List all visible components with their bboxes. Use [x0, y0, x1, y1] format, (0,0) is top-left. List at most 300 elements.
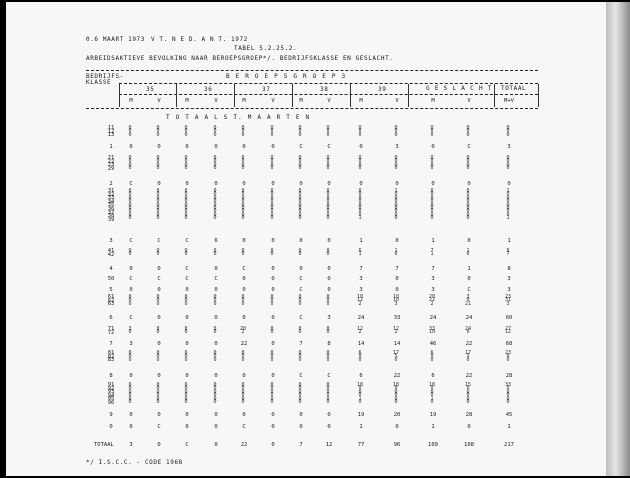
- table-cell: 96: [393, 442, 401, 448]
- table-cell: 3: [129, 442, 133, 448]
- table-cell: 0: [157, 442, 161, 448]
- table-cell: 0 0: [184, 248, 188, 258]
- table-cell: 0 0 0 0: [241, 155, 245, 172]
- book-spine: [606, 2, 630, 476]
- table-cell: 0: [242, 181, 246, 187]
- header-divider: [350, 84, 351, 107]
- table-cell: 3: [431, 276, 435, 282]
- table-cell: 0 0: [326, 248, 330, 258]
- table-cell: 33 10: [428, 326, 436, 336]
- table-cell: 12 2: [392, 326, 400, 336]
- table-cell: C: [242, 266, 246, 272]
- table-cell: 0 0: [128, 248, 132, 258]
- table-cell: 19: [357, 412, 365, 418]
- table-cell: 0: [467, 424, 471, 430]
- table-cell: 0: [242, 287, 246, 293]
- table-cell: 33: [393, 315, 401, 321]
- table-cell: 3 0 21: [464, 294, 472, 307]
- table-cell: 14: [357, 341, 365, 347]
- table-cell: C: [129, 238, 133, 244]
- table-cell: 0 0 0: [128, 350, 132, 363]
- table-cell: 0: [271, 315, 275, 321]
- table-cell: 0: [214, 144, 218, 150]
- table-cell: 0 0 0: [298, 294, 302, 307]
- table-cell: 0: [271, 266, 275, 272]
- table-cell: 0 0 0 0: [298, 155, 302, 172]
- table-cell: 0 0 0 0 0 0 0 0 0: [466, 188, 470, 222]
- table-cell: 0 0 0 0: [156, 155, 160, 172]
- table-cell: 0: [299, 238, 303, 244]
- table-cell: 68: [505, 341, 513, 347]
- table-id: TABEL 5.2.25.2.: [234, 45, 298, 52]
- header-divider: [408, 84, 409, 107]
- table-cell: 3: [359, 276, 363, 282]
- table-cell: 0: [242, 144, 246, 150]
- table-cell: 0 0 0 0 0 0: [326, 382, 330, 406]
- table-cell: 3 0: [128, 326, 132, 336]
- table-cell: 0: [271, 238, 275, 244]
- row-label: 11 12 13: [107, 125, 115, 139]
- table-cell: C: [327, 144, 331, 150]
- table-cell: 0 0 0: [270, 350, 274, 363]
- table-cell: 0: [271, 341, 275, 347]
- table-cell: 0: [327, 181, 331, 187]
- table-cell: 1 0 0 0 0 0 0 0 0: [394, 188, 398, 222]
- table-cell: 0: [129, 287, 133, 293]
- table-cell: 0 0: [326, 326, 330, 336]
- table-cell: 1: [507, 238, 511, 244]
- table-cell: 24: [465, 315, 473, 321]
- sex-header: M: [431, 98, 435, 104]
- table-cell: 0 0 0: [326, 294, 330, 307]
- table-cell: 27 12: [504, 326, 512, 336]
- table-cell: 0 0 0: [298, 350, 302, 363]
- table-cell: C: [185, 276, 189, 282]
- table-cell: 15 0 0 0 0 0: [464, 382, 472, 406]
- table-cell: 0 0 0 0 0 0 0 0 0: [213, 188, 217, 222]
- table-cell: 0: [157, 341, 161, 347]
- group-code: 39: [378, 86, 387, 93]
- table-cell: 0: [395, 276, 399, 282]
- table-cell: 0: [157, 412, 161, 418]
- table-cell: 0: [129, 373, 133, 379]
- table-cell: 0: [129, 412, 133, 418]
- table-cell: 0 0: [270, 326, 274, 336]
- table-cell: 0 0 0 0 0 0 0 0 0: [270, 188, 274, 222]
- table-cell: 7: [299, 341, 303, 347]
- table-cell: 10 10 3: [392, 294, 400, 307]
- table-cell: 0 0 0 0: [358, 155, 362, 172]
- table-cell: 0 0: [156, 326, 160, 336]
- table-cell: 0: [185, 373, 189, 379]
- table-cell: 0 0 0 0 0 0 0 0 0: [241, 188, 245, 222]
- stub-header: BEDRIJFS- KLASSE: [86, 73, 124, 86]
- table-cell: C: [129, 181, 133, 187]
- table-cell: 22: [465, 341, 473, 347]
- document-page: [6, 2, 606, 476]
- table-cell: 0: [431, 144, 435, 150]
- table-cell: 0: [395, 287, 399, 293]
- table-cell: 17 3 0: [464, 350, 472, 363]
- table-cell: 0: [299, 181, 303, 187]
- header-divider: [292, 84, 293, 107]
- table-cell: 77: [357, 442, 365, 448]
- table-cell: 0 0: [298, 248, 302, 258]
- table-cell: 6 1: [358, 248, 362, 258]
- table-cell: 0: [467, 238, 471, 244]
- table-cell: 0: [185, 287, 189, 293]
- table-cell: 1: [359, 238, 363, 244]
- row-label: 7: [109, 341, 113, 347]
- table-cell: 0: [467, 276, 471, 282]
- row-label: 5: [109, 287, 113, 293]
- table-cell: C: [129, 315, 133, 321]
- table-cell: 0: [271, 424, 275, 430]
- table-cell: 0: [214, 315, 218, 321]
- row-label: 41 42: [107, 248, 115, 258]
- sex-header: V: [327, 98, 331, 104]
- table-cell: 0 0 0 0 0 0 0 0 0: [156, 188, 160, 222]
- table-cell: 0: [157, 315, 161, 321]
- sex-header: M+V: [504, 98, 514, 104]
- row-label: 61 62 63: [107, 294, 115, 308]
- table-cell: C: [157, 424, 161, 430]
- table-cell: 0 0 0 0 0 0: [241, 382, 245, 406]
- row-label: 9: [109, 412, 113, 418]
- table-cell: 7: [395, 266, 399, 272]
- table-cell: 0 0 0 0: [184, 155, 188, 172]
- row-label: 71 72: [107, 326, 115, 336]
- header-rule-mid: [119, 83, 538, 84]
- table-cell: C: [467, 144, 471, 150]
- table-cell: 0 0 0: [358, 125, 362, 138]
- table-cell: 0 0 0 0 0 0 0 0 0: [298, 188, 302, 222]
- table-cell: 22: [240, 442, 248, 448]
- table-cell: 0 0 0 0: [213, 155, 217, 172]
- table-cell: 17 5 0: [392, 350, 400, 363]
- table-cell: 0 0: [184, 326, 188, 336]
- sex-header: V: [467, 98, 471, 104]
- table-cell: 108: [464, 442, 474, 448]
- table-cell: 1: [359, 424, 363, 430]
- table-cell: 0 0 0 0 0 0: [270, 382, 274, 406]
- table-cell: 3: [327, 315, 331, 321]
- table-cell: 0 0 0 0 0 0: [128, 382, 132, 406]
- sex-header: V: [157, 98, 161, 104]
- table-cell: 7: [359, 266, 363, 272]
- table-cell: 7: [431, 266, 435, 272]
- table-cell: 0: [299, 424, 303, 430]
- table-cell: 0: [242, 276, 246, 282]
- table-cell: 22: [240, 341, 248, 347]
- table-cell: 0 0 0: [270, 125, 274, 138]
- table-cell: 0 0 0 0: [326, 155, 330, 172]
- table-cell: 0: [242, 373, 246, 379]
- table-cell: 0: [242, 238, 246, 244]
- row-label: 8: [109, 373, 113, 379]
- table-cell: 0 0 0: [241, 125, 245, 138]
- table-cell: 0 0: [213, 326, 217, 336]
- table-cell: 0: [327, 238, 331, 244]
- table-cell: 0: [129, 424, 133, 430]
- table-cell: 22: [465, 373, 473, 379]
- table-cell: 6: [431, 373, 435, 379]
- table-cell: 0: [327, 287, 331, 293]
- table-cell: 0: [185, 315, 189, 321]
- table-cell: 0: [359, 181, 363, 187]
- table-cell: 0 0 0: [184, 294, 188, 307]
- table-cell: 20 22 2: [428, 294, 436, 307]
- table-cell: 0: [271, 181, 275, 187]
- table-cell: 109: [428, 442, 438, 448]
- table-cell: 0 0 0: [184, 125, 188, 138]
- table-cell: 0 0 0: [184, 350, 188, 363]
- header-divider: [494, 84, 495, 107]
- table-cell: 0 0 0 0 0 0: [184, 382, 188, 406]
- table-cell: 1 6: [394, 248, 398, 258]
- table-cell: 0: [299, 412, 303, 418]
- table-cell: 3: [507, 287, 511, 293]
- table-cell: 0: [327, 276, 331, 282]
- table-cell: 1 0 0 0 0 0 0 0 1: [506, 188, 510, 222]
- header-rule-bottom: [86, 108, 538, 109]
- table-cell: 0 0 0 0: [394, 155, 398, 172]
- table-cell: 18 0 0 0 1 0: [356, 382, 364, 406]
- table-cell: 0 0 0 0: [430, 155, 434, 172]
- table-cell: 0: [129, 144, 133, 150]
- table-cell: 8: [327, 341, 331, 347]
- table-cell: C: [467, 287, 471, 293]
- table-cell: 0: [242, 315, 246, 321]
- table-cell: 1: [431, 424, 435, 430]
- table-cell: 0 0 0: [128, 125, 132, 138]
- table-cell: 0 0 0: [156, 294, 160, 307]
- table-cell: 18 0 0 0 1 0: [428, 382, 436, 406]
- table-cell: 0: [185, 144, 189, 150]
- table-cell: 0: [359, 144, 363, 150]
- table-cell: 28: [505, 373, 513, 379]
- table-cell: 3: [507, 276, 511, 282]
- table-cell: 7 1: [430, 248, 434, 258]
- table-cell: 3: [129, 341, 133, 347]
- header-divider: [119, 84, 120, 107]
- table-cell: C: [299, 373, 303, 379]
- table-cell: 0: [185, 424, 189, 430]
- geslacht-label: G E S L A C H T: [426, 85, 493, 92]
- table-cell: 0: [271, 373, 275, 379]
- table-cell: 6 0 0: [358, 350, 362, 363]
- table-cell: 0: [214, 287, 218, 293]
- table-cell: C: [299, 315, 303, 321]
- header-rule-top: [86, 70, 538, 71]
- totaal-label: TOTAAL: [501, 85, 527, 92]
- table-cell: 0 0 0: [506, 125, 510, 138]
- table-cell: 0: [214, 442, 218, 448]
- table-cell: 20: [393, 412, 401, 418]
- group-code: 38: [320, 86, 329, 93]
- table-cell: 0: [242, 412, 246, 418]
- table-cell: 0 0: [241, 248, 245, 258]
- table-cell: 0: [157, 144, 161, 150]
- row-label: 50: [107, 276, 115, 282]
- row-label: 1: [109, 144, 113, 150]
- table-cell: 0: [467, 181, 471, 187]
- table-cell: 12 2: [356, 326, 364, 336]
- table-title: ARBEIDSAKTIEVE BEVOLKING NAAR BEROEPSGROEP*/. BEDRIJFSKLASSE EN GESLACHT.: [86, 55, 394, 62]
- table-cell: 18 0 0 0 0 0: [392, 382, 400, 406]
- table-cell: 0 0 0 0 0 0: [213, 382, 217, 406]
- table-cell: 0 0 0: [466, 125, 470, 138]
- table-cell: 0: [271, 287, 275, 293]
- table-cell: 0: [507, 181, 511, 187]
- table-cell: 0 0 0 0 0 0 0 0 0: [128, 188, 132, 222]
- group-code: 37: [262, 86, 271, 93]
- table-cell: 0: [395, 238, 399, 244]
- table-cell: C: [129, 276, 133, 282]
- table-cell: 0 0 0: [156, 350, 160, 363]
- header-rule-low: [119, 94, 538, 95]
- header-divider: [234, 84, 235, 107]
- table-cell: 0 0 0 0: [128, 155, 132, 172]
- table-cell: 0 0 0: [270, 294, 274, 307]
- table-cell: 24: [429, 315, 437, 321]
- table-cell: 7: [299, 442, 303, 448]
- table-cell: 1: [507, 424, 511, 430]
- table-cell: 0 0 0: [326, 125, 330, 138]
- source-line: V T. N E D. A N T. 1972: [151, 36, 248, 43]
- table-cell: 0 0 0: [213, 125, 217, 138]
- table-cell: 23 31 3: [504, 294, 512, 307]
- table-cell: 0 0 0 0: [270, 155, 274, 172]
- table-cell: 0 0 0: [298, 125, 302, 138]
- table-cell: 0: [431, 181, 435, 187]
- table-cell: 0 0 0: [394, 125, 398, 138]
- table-cell: 23 8 0: [504, 350, 512, 363]
- table-cell: 0: [214, 341, 218, 347]
- table-cell: 0 0 0: [213, 350, 217, 363]
- table-cell: 3: [359, 287, 363, 293]
- table-cell: 6: [359, 373, 363, 379]
- table-cell: C: [214, 276, 218, 282]
- table-cell: 6 0 0: [430, 350, 434, 363]
- sex-header: V: [271, 98, 275, 104]
- table-cell: 24: [357, 315, 365, 321]
- table-cell: 0: [271, 276, 275, 282]
- table-cell: 8 7: [506, 248, 510, 258]
- table-cell: 0: [271, 412, 275, 418]
- table-cell: 0 0 0: [213, 294, 217, 307]
- table-cell: 3: [507, 144, 511, 150]
- table-cell: C: [327, 373, 331, 379]
- table-cell: C: [157, 238, 161, 244]
- row-label: 31 32 33 34 35 36 37 38 39: [107, 188, 115, 223]
- table-cell: 45: [505, 412, 513, 418]
- table-cell: 0: [214, 266, 218, 272]
- table-cell: 3: [431, 287, 435, 293]
- row-label: 2: [109, 181, 113, 187]
- table-cell: 217: [504, 442, 514, 448]
- table-cell: 3: [395, 144, 399, 150]
- sex-header: M: [185, 98, 189, 104]
- table-cell: 24 0: [464, 326, 472, 336]
- table-cell: 19: [429, 412, 437, 418]
- row-label: 0: [109, 424, 113, 430]
- table-cell: 60: [505, 315, 513, 321]
- table-cell: 10 12 2: [356, 294, 364, 307]
- table-cell: 0 6: [298, 326, 302, 336]
- table-cell: 0: [157, 266, 161, 272]
- table-cell: 0 0 0 0 0 0 0 0 0: [184, 188, 188, 222]
- row-label: TOTAAL: [94, 442, 114, 448]
- region-label: T O T A A L S T. M A A R T E N: [166, 114, 311, 121]
- table-cell: C: [157, 276, 161, 282]
- table-cell: 0 0: [156, 248, 160, 258]
- table-cell: 0 0 0: [241, 294, 245, 307]
- table-cell: 12: [325, 442, 333, 448]
- table-cell: 6: [214, 238, 218, 244]
- table-cell: 0: [299, 266, 303, 272]
- table-cell: 0: [129, 266, 133, 272]
- table-cell: 0 0 0: [156, 125, 160, 138]
- sex-header: M: [359, 98, 363, 104]
- table-cell: 33 0 0 0 0 0: [504, 382, 512, 406]
- table-cell: 0 0 0: [326, 350, 330, 363]
- table-cell: 0: [395, 424, 399, 430]
- table-cell: 28: [465, 412, 473, 418]
- table-cell: 0 0: [270, 248, 274, 258]
- table-cell: C: [185, 442, 189, 448]
- sex-header: M: [129, 98, 133, 104]
- table-cell: C: [185, 266, 189, 272]
- header-divider: [538, 84, 539, 107]
- group-code: 35: [146, 86, 155, 93]
- table-cell: 0: [327, 412, 331, 418]
- table-cell: 0: [214, 424, 218, 430]
- table-cell: 14: [393, 341, 401, 347]
- table-cell: 0: [271, 442, 275, 448]
- date-line: 0.6 MAART 1973: [86, 36, 145, 43]
- header-divider: [176, 84, 177, 107]
- table-cell: 0 0 0: [430, 125, 434, 138]
- table-cell: 1: [431, 238, 435, 244]
- table-cell: 0 0 0 0: [466, 155, 470, 172]
- sex-header: V: [214, 98, 218, 104]
- table-cell: 0: [214, 373, 218, 379]
- row-label: 91 92 93 94 95 96: [107, 382, 115, 406]
- table-cell: 22: [393, 373, 401, 379]
- table-cell: 0 0 0 0: [506, 155, 510, 172]
- table-cell: 0: [271, 144, 275, 150]
- table-cell: 0: [327, 424, 331, 430]
- table-cell: 8: [507, 266, 511, 272]
- table-cell: 0: [185, 412, 189, 418]
- table-cell: 0: [157, 181, 161, 187]
- table-cell: C: [299, 287, 303, 293]
- table-cell: 0 0 0 0 0 0 0 0 1: [358, 188, 362, 222]
- table-cell: 0: [185, 181, 189, 187]
- table-cell: 20 2: [239, 326, 247, 336]
- table-cell: 0 0 0: [241, 350, 245, 363]
- table-cell: 1: [467, 266, 471, 272]
- table-cell: 0: [157, 287, 161, 293]
- table-cell: 46: [429, 341, 437, 347]
- row-label: 6: [109, 315, 113, 321]
- table-cell: C: [299, 276, 303, 282]
- sex-header: M: [242, 98, 246, 104]
- footer-note: */ I.S.C.C. - CODE 1968: [86, 459, 183, 466]
- table-cell: C: [299, 144, 303, 150]
- row-label: 81 82 83: [107, 350, 115, 364]
